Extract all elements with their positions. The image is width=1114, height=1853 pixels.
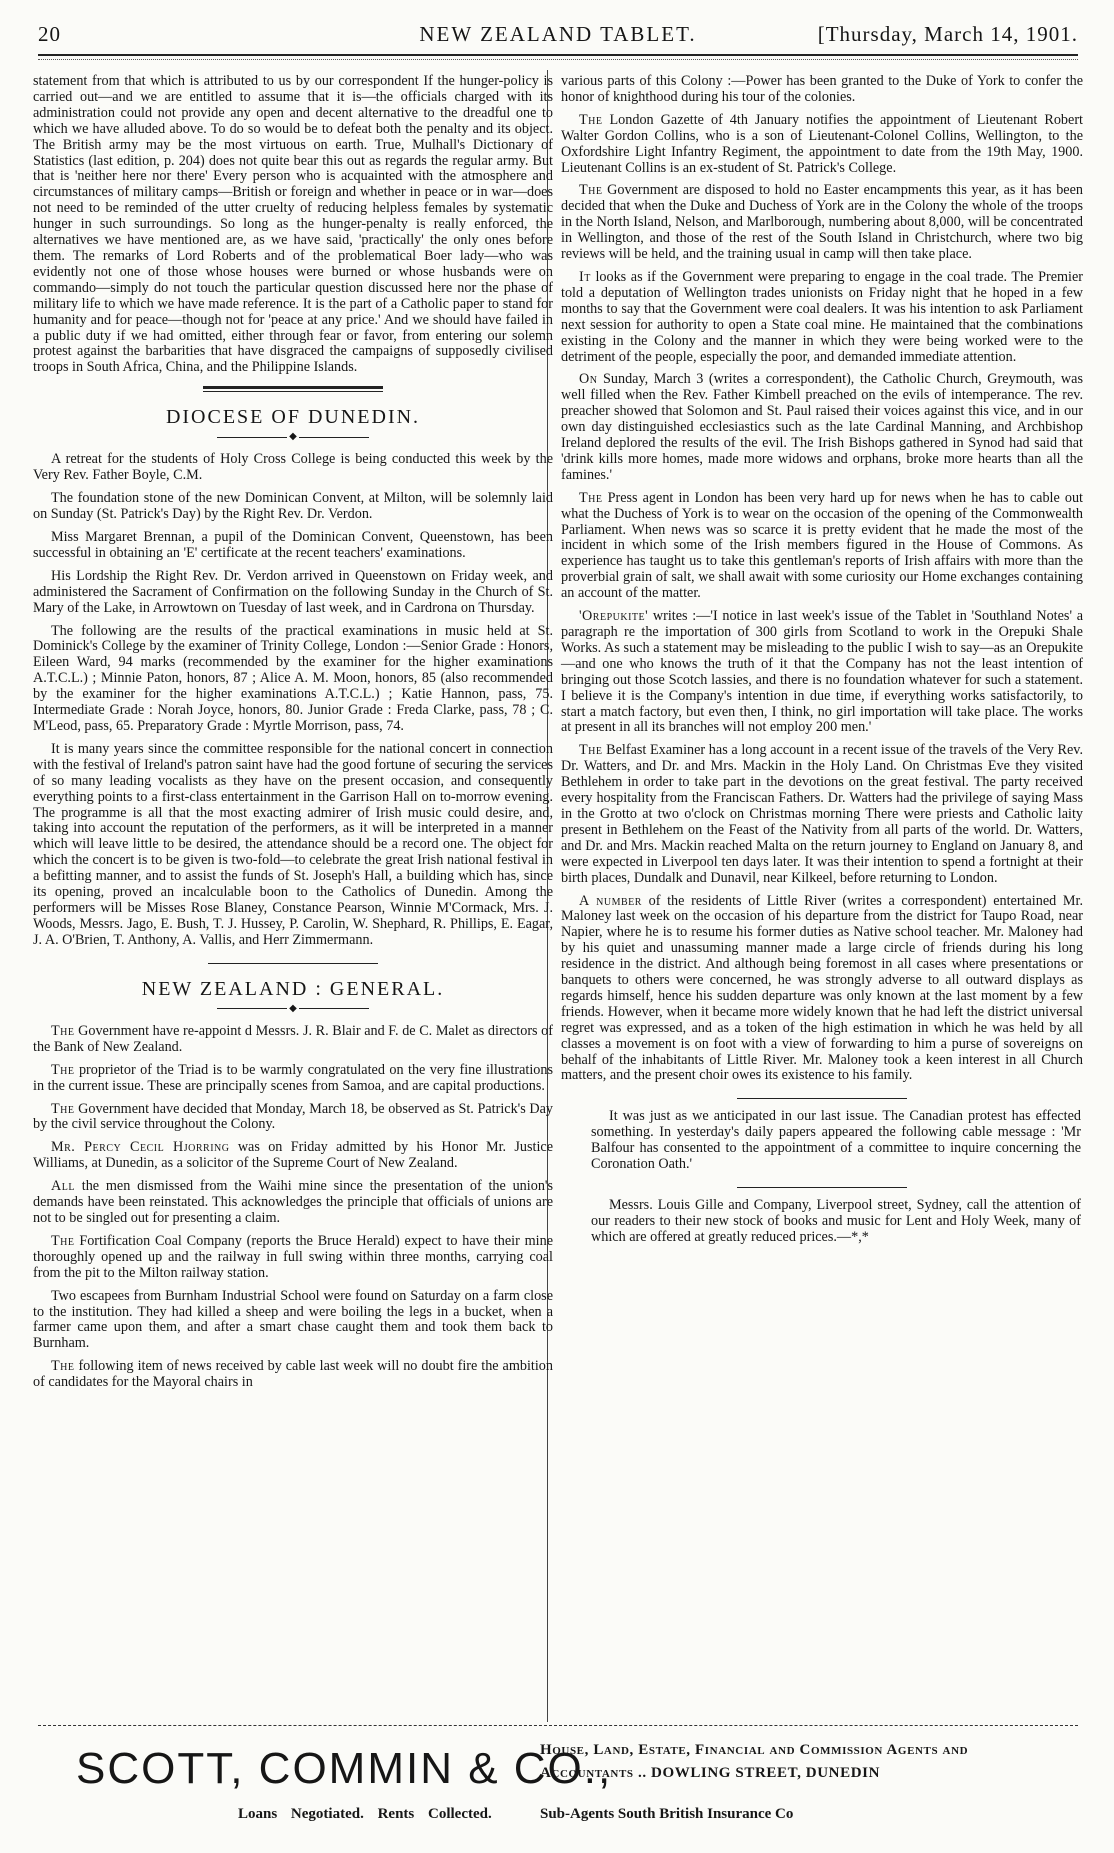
masthead bbox=[38, 22, 1078, 54]
masthead-rule bbox=[38, 54, 1078, 56]
news-item: Two escapees from Burnham Industrial School were found on Saturday on a farm close to the institution. They had killed a sheep and were boiling the legs in a bucket, when a farmer came upon them, and after a smart chase caught them and took them back to Burnham. bbox=[33, 1287, 553, 1352]
news-item: The Government have re-appoint d Messrs. J. R. Blair and F. de C. Malet as directors of the Bank of New Zealand. bbox=[33, 1022, 553, 1055]
dunedin-paragraph: It is many years since the committee responsible for the national concert in connection with the festival of Ireland's patron saint have had the good fortune of securing the services of so many leading vocalists as they have on the present occasion, and consequently everything points to a first-class entertainment in the Garrison Hall on to-morrow evening. The programme is all that the most exacting admirer of Irish music could desire, and, taking into account the reputation of the performers, as it will be interpreted in a manner which will leave little to be desired, the attendance should be a record one. The object for which the concert is to be given is two-fold—to celebrate the great Irish national festival in a befitting manner, and to assist the funds of St. Joseph's Hall, a building which has, since its opening, proved an incalculable boon to the Catholics of Dunedin. Among the performers will be Misses Rose Blaney, Constance Pearson, Winnie M'Cormack, Mrs. J. Woods, Messrs. Jago, E. Bush, T. J. Hussey, P. Carolin, W. Shephard, R. Phillips, E. Eagar, J. A. O'Brien, T. Anthony, A. Vallis, and Herr Zimmermann. bbox=[33, 740, 553, 948]
news-item: Mr. Percy Cecil Hjorring was on Friday admitted by his Honor Mr. Justice Williams, at Dunedin, as a solicitor of the Supreme Court of New Zealand. bbox=[33, 1139, 553, 1172]
dunedin-paragraph: The foundation stone of the new Dominican Convent, at Milton, will be solemnly laid on Sunday (St. Patrick's Day) by the Right Rev. Dr. Verdon. bbox=[33, 490, 553, 523]
heading-ornament: ◆ bbox=[33, 1004, 553, 1014]
heading-ornament: ◆ bbox=[33, 432, 553, 442]
heading-nz-general: NEW ZEALAND : GENERAL. bbox=[141, 977, 445, 1000]
right-column bbox=[561, 74, 1083, 1253]
news-item: It looks as if the Government were preparing to engage in the coal trade. The Premier told a deputation of Wellington trades unionists on Friday night that he hoped in a few months to say that the Government were coal dealers. It was his intention to ask Parliament next session for authority to open a State coal mine. He maintained that the combinations existing in the Colony and the manner in which they were being worked were to the detriment of the people, especially the poor, and demanded immediate attention. bbox=[561, 268, 1083, 365]
advertiser-name: SCOTT, COMMIN & CO., bbox=[76, 1744, 613, 1793]
advertiser-line-2: Accountants .. DOWLING STREET, DUNEDIN bbox=[540, 1765, 881, 1781]
news-item: The Government have decided that Monday, March 18, be observed as St. Patrick's Day by the civil service throughout the Colony. bbox=[33, 1100, 553, 1133]
masthead-dotted-rule bbox=[38, 59, 1078, 60]
section-rule bbox=[737, 1098, 907, 1099]
section-rule bbox=[737, 1187, 907, 1188]
news-item: All the men dismissed from the Waihi mine since the presentation of the union's demands have been reinstated. This acknowledges the principle that officials of unions are not to be singled out for presenting a claim. bbox=[33, 1178, 553, 1226]
news-item: The Government are disposed to hold no Easter encampments this year, as it has been decided that when the Duke and Duchess of York are in the Colony the whole of the troops in the North Island, Nelson, and Marlborough, numbering about 8,000, will be concentrated in Wellington, and those of the rest of the South Island in Christchurch, where two big reviews will be held, and the training usual in camp will then take place. bbox=[561, 182, 1083, 263]
news-item: The Belfast Examiner has a long account in a recent issue of the travels of the Very Rev. Dr. Watters, and Dr. and Mrs. Mackin in the Holy Land. On Christmas Eve they visited Bethlehem in order to take part in the devotions on the great festival. The party received every hospitality from the Franciscan Fathers. Dr. Watters had the privilege of saying Mass in the Grotto at two o'clock on Christmas morning There were priests and Catholic laity present in Bethlehem on the Feast of the Nativity from all parts of the world. Dr. Watters, and Dr. and Mrs. Mackin reached Malta on the return journey to England on January 8, and were expected in Liverpool ten days later. It was their intention to spend a fortnight at their birth places, Dundalk and Dunavil, near Kilkeel, before returning to London. bbox=[561, 742, 1083, 886]
boxed-notice: It was just as we anticipated in our last issue. The Canadian protest has effected something. In yesterday's daily papers appeared the following cable message : 'Mr Balfour has consented to the appointment of a committee to inquire concerning the Coronation Oath.' bbox=[591, 1108, 1081, 1173]
page-number: 20 bbox=[38, 22, 61, 46]
opening-article: statement from that which is attributed to us by our correspondent If the hunger-policy is carried out—and we are entitled to assume that it is—the officials charged with its administration could not provide any open and decent alternative to the dreadful one to which we have alluded above. To do so would be to defeat both the penalty and its object. The British army may be the most virtuous on earth. True, Mulhall's Dictionary of Statistics (last edition, p. 204) does not quite bear this out as regards the regular army. But that is 'neither here nor there' Every person who is acquainted with the atmosphere and circumstances of military camps—British or foreign and whether in peace or in war—does not need to be reminded of the utter cruelty of reducing helpless females by systematic hunger in such surroundings. So long as the hunger-penalty is really enforced, the alternatives we have mentioned are, as we have said, 'practically' the only ones before them. The remarks of Lord Roberts and of the problematical Boer lady—who was evidently not one of those whose houses were burned or whose husbands were on commando—simply do not touch the particular question discussed here nor the phase of military life to which we have made reference. It is the part of a Catholic paper to stand for humanity and for peace—though not for 'peace at any price.' And we should have failed in a public duty if we had omitted, either through fear or favor, from entering our solemn protest against the barbarities that have disgraced the campaigns of supposedly civilised troops in South Africa, China, and the Philippine Islands. bbox=[33, 73, 553, 376]
boxed-notice: Messrs. Louis Gille and Company, Liverpool street, Sydney, call the attention of our readers to their new stock of books and music for Lent and Holy Week, many of which are offered at greatly reduced prices.—*,* bbox=[591, 1197, 1081, 1245]
news-item: The Press agent in London has been very hard up for news when he has to cable out what the Duchess of York is to wear on the occasion of the opening of the Commonwealth Parliament. When news was so scarce it is pretty evident that he made the most of the incident in which some of the Irish members figured in the House of Commons. As experience has taught us to take this gentleman's reports of Irish affairs with more than the proverbial grain of salt, we shall await with some curiosity our Home exchanges containing an account of the matter. bbox=[561, 489, 1083, 602]
issue-date: [Thursday, March 14, 1901. bbox=[817, 22, 1078, 46]
newspaper-title: NEW ZEALAND TABLET. bbox=[419, 22, 697, 46]
advertiser-line-1: House, Land, Estate, Financial and Commission Agents and bbox=[540, 1742, 969, 1758]
dunedin-paragraph: A retreat for the students of Holy Cross College is being conducted this week by the Very Rev. Father Boyle, C.M. bbox=[33, 451, 553, 484]
dunedin-paragraph: His Lordship the Right Rev. Dr. Verdon arrived in Queenstown on Friday week, and administered the Sacrament of Confirmation on the following Sunday in the Church of St. Mary of the Lake, in Arrowtown on Tuesday of last week, and in Cardrona on Thursday. bbox=[33, 567, 553, 616]
news-item: The following item of news received by cable last week will no doubt fire the ambition of candidates for the Mayoral chairs in bbox=[33, 1358, 553, 1391]
news-item: The proprietor of the Triad is to be warmly congratulated on the very fine illustrations in the current issue. These are principally scenes from Samoa, and are capital productions. bbox=[33, 1061, 553, 1094]
news-item: The London Gazette of 4th January notifies the appointment of Lieutenant Robert Walter Gordon Collins, who is a son of Lieutenant-Colonel Collins, Wellington, to the Oxfordshire Light Infantry Regiment, the appointment to date from the 19th May, 1900. Lieutenant Collins is an ex-student of St. Patrick's College. bbox=[561, 111, 1083, 176]
advertiser-line-3: Sub-Agents South British Insurance Co bbox=[540, 1806, 794, 1822]
news-item: 'Orepukite' writes :—'I notice in last week's issue of the Tablet in 'Southland Notes' a paragraph re the importation of 300 girls from Scotland to work in the Orepuki Shale Works. As such a statement may be misleading to the public I wish to say—as an Orepukite—and one who knows the truth of it that the Company has not the least intention of bringing out those Scotch lassies, and there is no foundation whatever for such a statement. I believe it is the Company's intention in due time, if everything works satisfactorily, to start a match factory, but even then, I think, no girl importation will take place. The works at present in all its branches will not employ 200 men.' bbox=[561, 608, 1083, 736]
left-column bbox=[33, 74, 553, 1398]
news-item: various parts of this Colony :—Power has been granted to the Duke of York to confer the honor of knighthood during his tour of the colonies. bbox=[561, 73, 1083, 105]
section-rule bbox=[208, 963, 378, 964]
dunedin-paragraph: Miss Margaret Brennan, a pupil of the Dominican Convent, Queenstown, has been successful in obtaining an 'E' certificate at the recent teachers' examinations. bbox=[33, 529, 553, 561]
footer-rule bbox=[38, 1725, 1078, 1726]
dunedin-paragraph: The following are the results of the practical examinations in music held at St. Dominick's College by the examiner of Trinity College, London :—Senior Grade : Honors, Eileen Ward, 94 marks (recommended by the examiner for the higher examinations A.T.C.L.) ; Minnie Paton, honors, 87 ; Alice A. M. Moon, honors, 85 (also recommended by the examiner for the higher examinations A.T.C.L.) ; Katie Hannon, pass, 75. Intermediate Grade : Norah Joyce, honors, 80. Junior Grade : Freda Clarke, pass, 78 ; C. M'Leod, pass, 65. Preparatory Grade : Myrtle Morrison, pass, 74. bbox=[33, 622, 553, 735]
news-item: A number of the residents of Little River (writes a correspondent) entertained Mr. Maloney last week on the occasion of his departure from the district for Taupo Road, near Napier, where he is to resume his former duties as Native school teacher. Mr. Maloney had by his quiet and unassuming manner made a large circle of friends during his long residence in the district. And although being foremost in all cases where presentations or banquets to others were concerned, he was strongly adverse to all outward displays as regards himself, hence his sudden departure was only known at the last moment by a few friends. However, when it became more widely known that he had left the district universal regret was expressed, and as a token of the high estimation in which he was held by all classes a movement is on foot with a view of forwarding to him a purse of sovereigns on behalf of the inhabitants of Little River. Mr. Maloney took a keen interest in all Church matters, and the present choir owes its existence to his family. bbox=[561, 892, 1084, 1084]
heading-diocese-dunedin: DIOCESE OF DUNEDIN. bbox=[165, 406, 421, 429]
section-rule bbox=[203, 386, 383, 392]
news-item: The Fortification Coal Company (reports the Bruce Herald) expect to have their mine thoroughly opened up and the railway in full swing within three months, carrying coal from the pit to the Milton railway station. bbox=[33, 1232, 553, 1281]
advertiser-services: Loans Negotiated. Rents Collected. bbox=[238, 1806, 492, 1822]
advertisement-footer bbox=[38, 1738, 1078, 1838]
news-item: On Sunday, March 3 (writes a correspondent), the Catholic Church, Greymouth, was well filled when the Rev. Father Kimbell preached on the evils of intemperance. The rev. preacher showed that Solomon and St. Paul raised their voices against this vice, and in our own day distinguished ecclesiastics such as the late Cardinal Manning, and Archbishop Ireland deplored the results of the evil. The Irish Bishops gathered in Synod had said that 'drink kills more homes, made more widows and orphans, broke more hearts than all the famines.' bbox=[561, 371, 1083, 483]
